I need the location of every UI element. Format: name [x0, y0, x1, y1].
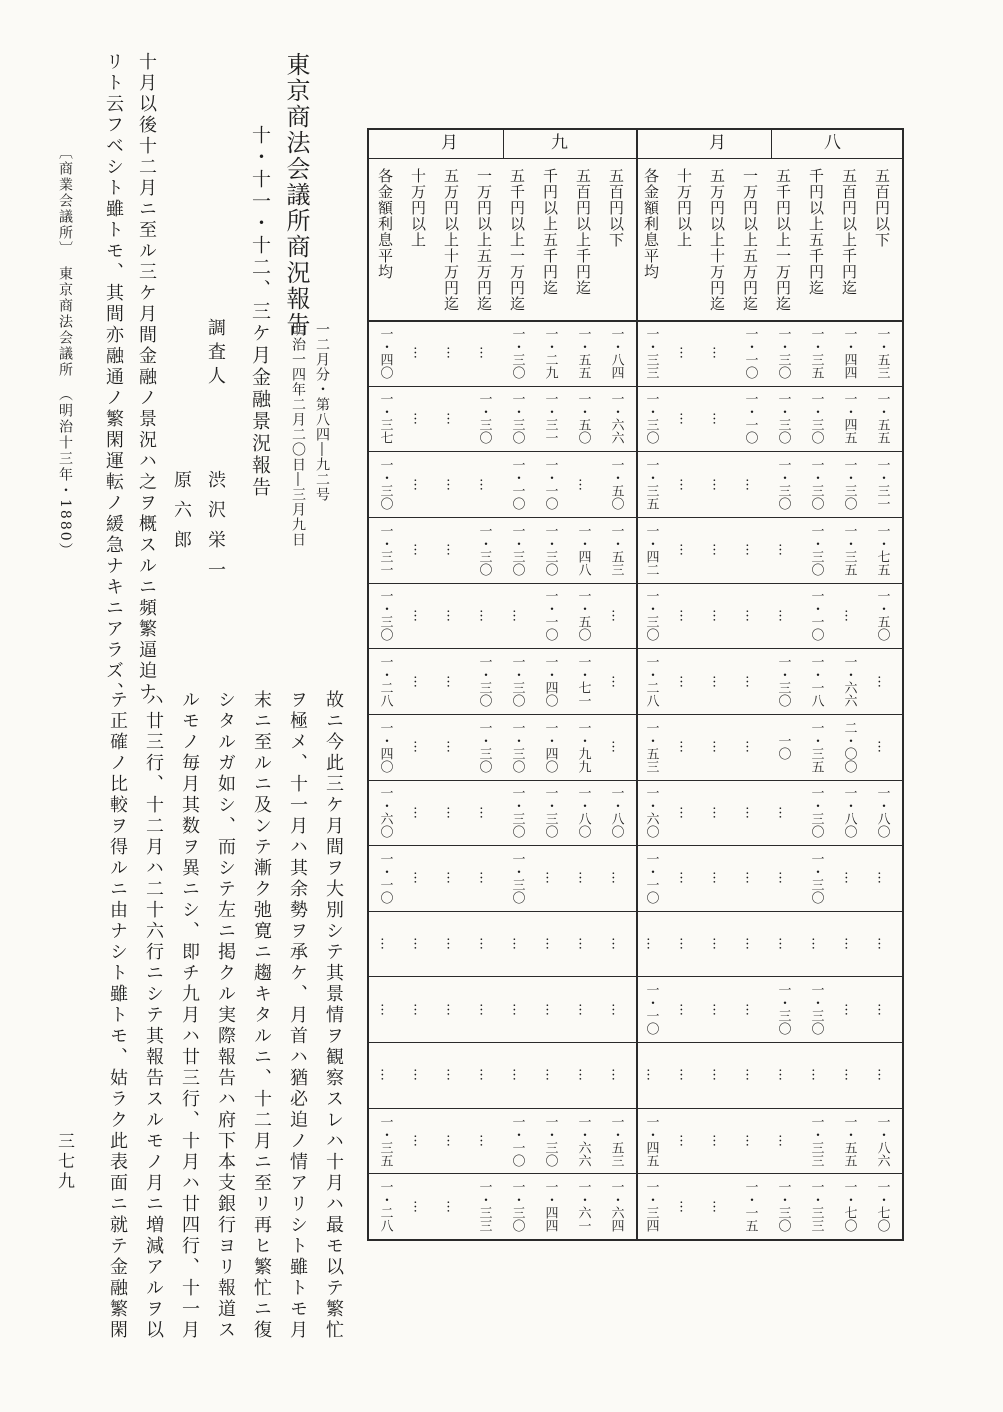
rate-cell: …: [476, 805, 492, 819]
rate-cell: …: [542, 937, 558, 951]
row-label: 五万円以上十万円迄: [442, 168, 460, 312]
row-divider: [369, 1108, 902, 1109]
rate-cell: 一・四四: [542, 1180, 558, 1233]
rate-cell: …: [377, 1002, 393, 1016]
rate-cell: …: [775, 608, 791, 622]
investigator-name-1: 渋沢栄一: [205, 470, 226, 590]
rate-cell: …: [709, 1002, 725, 1016]
rate-cell: …: [575, 477, 591, 491]
rate-cell: …: [709, 1134, 725, 1148]
rate-cell: 一・五三: [608, 1114, 624, 1167]
rate-cell: …: [775, 1134, 791, 1148]
rate-cell: 一・七〇: [874, 1180, 890, 1233]
rate-cell: …: [410, 674, 426, 688]
rate-cell: 一・三〇: [775, 655, 791, 708]
intro-text-line: リト云フベシト雖トモ、其間亦融通ノ繁閑運転ノ緩急ナキニアラズ、: [103, 52, 124, 703]
rate-cell: …: [476, 346, 492, 360]
rate-cell: 一・六六: [575, 1114, 591, 1167]
rate-cell: …: [443, 937, 459, 951]
row-divider: [369, 1042, 902, 1043]
rate-cell: …: [377, 937, 393, 951]
rate-cell: 一・四四: [841, 326, 857, 379]
row-label: 一万円以上五万円迄: [475, 168, 493, 312]
month-section-divider: [636, 130, 638, 1239]
rate-cell: …: [443, 1002, 459, 1016]
rate-cell: …: [476, 871, 492, 885]
rate-cell: …: [443, 740, 459, 754]
rate-cell: 一・三〇: [476, 655, 492, 708]
rate-cell: 一・四八: [575, 523, 591, 576]
row-divider: [369, 714, 902, 715]
rate-cell: …: [874, 871, 890, 885]
rate-cell: …: [410, 346, 426, 360]
row-divider: [369, 976, 902, 977]
rate-cell: …: [676, 346, 692, 360]
month-char: 月: [441, 133, 458, 153]
row-label: 五万円以上十万円迄: [708, 168, 726, 312]
rate-cell: …: [676, 1199, 692, 1213]
rate-cell: 一・七〇: [841, 1180, 857, 1233]
rate-cell: 一・三〇: [509, 326, 525, 379]
rate-cell: …: [575, 1068, 591, 1082]
page-number: 三七九: [54, 1132, 74, 1192]
rate-cell: 一・三〇: [775, 983, 791, 1036]
rate-cell: 一・五五: [841, 1114, 857, 1167]
rate-cell: …: [742, 477, 758, 491]
rate-cell: …: [874, 937, 890, 951]
rate-cell: 一・三七: [377, 392, 393, 445]
main-text-line: テ正確ノ比較ヲ得ルニ由ナシト雖トモ、姑ラク此表面ニ就テ金融繁閑: [107, 690, 128, 1341]
rate-cell: 一・三〇: [377, 458, 393, 511]
row-label: 五百円以下: [607, 168, 625, 248]
row-label: 十万円以上: [409, 168, 427, 248]
rate-cell: …: [410, 805, 426, 819]
rate-cell: …: [775, 1068, 791, 1082]
rate-cell: …: [841, 1002, 857, 1016]
rate-cell: …: [676, 740, 692, 754]
rate-cell: 一・七五: [874, 523, 890, 576]
rate-cell: …: [676, 805, 692, 819]
source-citation: 〔商業会議所〕 東京商法会議所 （明治十三年・1880）: [57, 145, 73, 559]
main-text-line: 末ニ至ルニ及ンテ漸ク弛寛ニ趨キタルニ、十二月ニ至リ再ヒ繁忙ニ復: [251, 690, 272, 1341]
rate-cell: …: [709, 608, 725, 622]
rate-cell: …: [476, 937, 492, 951]
rate-cell: 一・三〇: [808, 458, 824, 511]
reference-date: 明治一四年二月二〇日―三月九日: [290, 322, 306, 547]
row-label: 五千円以上一万円迄: [508, 168, 526, 312]
rate-cell: …: [709, 1199, 725, 1213]
rate-cell: 一・三五: [377, 1114, 393, 1167]
rate-cell: …: [608, 740, 624, 754]
row-divider: [369, 1173, 902, 1174]
rate-cell: …: [509, 937, 525, 951]
rate-cell: …: [709, 805, 725, 819]
rate-cell: …: [542, 1068, 558, 1082]
rate-cell: 一・三一: [542, 392, 558, 445]
rate-cell: 一・三三: [476, 1180, 492, 1233]
rate-cell: …: [841, 871, 857, 885]
rate-cell: 一・四五: [841, 392, 857, 445]
rate-cell: 一・五三: [874, 326, 890, 379]
rate-cell: 一・五五: [874, 392, 890, 445]
rate-cell: 一・三〇: [542, 786, 558, 839]
rate-cell: …: [841, 608, 857, 622]
rate-cell: 一・一八: [808, 655, 824, 708]
rate-cell: 一・三〇: [775, 458, 791, 511]
rate-cell: 一・五三: [643, 720, 659, 773]
rate-cell: 一・三〇: [775, 1180, 791, 1233]
rate-cell: …: [509, 1068, 525, 1082]
rate-cell: …: [775, 937, 791, 951]
rate-cell: …: [808, 1068, 824, 1082]
rate-cell: …: [676, 937, 692, 951]
rate-cell: …: [443, 346, 459, 360]
rate-cell: 一・三〇: [775, 326, 791, 379]
rate-cell: …: [742, 608, 758, 622]
interest-rate-table: [367, 128, 904, 1241]
rate-cell: …: [676, 543, 692, 557]
rate-cell: …: [709, 346, 725, 360]
rate-cell: 一・一〇: [542, 458, 558, 511]
rate-cell: 一・三四: [643, 1180, 659, 1233]
report-title: 東京商法会議所商況報告: [282, 52, 310, 338]
rate-cell: …: [841, 937, 857, 951]
rate-cell: 一・一〇: [742, 326, 758, 379]
rate-cell: 一・四〇: [542, 655, 558, 708]
rate-cell: …: [709, 871, 725, 885]
rate-cell: 一・一五: [742, 1180, 758, 1233]
rate-cell: 一・三〇: [476, 392, 492, 445]
row-divider: [369, 583, 902, 584]
rate-cell: 一・三五: [808, 326, 824, 379]
rate-cell: …: [476, 1068, 492, 1082]
main-text-line: ルモノ毎月其数ヲ異ニシ、即チ九月ハ廿三行、十月ハ廿四行、十一月: [179, 690, 200, 1341]
rate-cell: 一・三〇: [808, 851, 824, 904]
rate-cell: 一・三〇: [377, 589, 393, 642]
rate-cell: …: [709, 477, 725, 491]
rate-cell: …: [676, 477, 692, 491]
rate-cell: …: [410, 1199, 426, 1213]
rate-cell: …: [410, 1134, 426, 1148]
rate-cell: 一・六〇: [643, 786, 659, 839]
rate-cell: …: [709, 937, 725, 951]
rate-cell: 一・二八: [377, 655, 393, 708]
rate-cell: …: [742, 937, 758, 951]
rate-cell: 一・一〇: [377, 851, 393, 904]
main-text-line: 故ニ今此三ケ月間ヲ大別シテ其景情ヲ観察スレハ十月ハ最モ以テ繁忙: [323, 690, 344, 1341]
rate-cell: …: [410, 740, 426, 754]
row-label: 各金額利息平均: [642, 168, 660, 280]
row-label: 一万円以上五万円迄: [741, 168, 759, 312]
rate-cell: …: [676, 1068, 692, 1082]
rate-cell: …: [676, 871, 692, 885]
main-text-line: ハ廿三行、十二月ハ二十六行ニシテ其報告スルモノ月ニ増減アルヲ以: [143, 690, 164, 1341]
rate-cell: 一・八六: [874, 1114, 890, 1167]
rate-cell: …: [443, 1068, 459, 1082]
rate-cell: 一・八四: [608, 326, 624, 379]
rate-cell: 一・二八: [377, 1180, 393, 1233]
rate-cell: 一・三〇: [808, 523, 824, 576]
row-label: 五千円以上一万円迄: [774, 168, 792, 312]
row-divider: [369, 911, 902, 912]
rate-cell: 一・三三: [808, 1114, 824, 1167]
rate-cell: …: [742, 1068, 758, 1082]
rate-cell: …: [676, 411, 692, 425]
rate-cell: 一・五三: [608, 523, 624, 576]
row-label: 五百円以下: [873, 168, 891, 248]
rate-cell: 一・三〇: [509, 786, 525, 839]
rate-cell: 一・一〇: [509, 1114, 525, 1167]
rate-cell: 一・四〇: [542, 720, 558, 773]
row-label: 五百円以上千円迄: [840, 168, 858, 296]
rate-cell: 一・五五: [575, 326, 591, 379]
rate-cell: 一・六一: [575, 1180, 591, 1233]
rate-cell: 一・八〇: [608, 786, 624, 839]
rate-cell: …: [410, 871, 426, 885]
rate-cell: 一・三〇: [643, 392, 659, 445]
row-label: 各金額利息平均: [376, 168, 394, 280]
rate-cell: …: [742, 740, 758, 754]
rate-cell: …: [676, 1134, 692, 1148]
row-divider: [369, 845, 902, 846]
rate-cell: 一・三〇: [509, 523, 525, 576]
rate-cell: …: [742, 871, 758, 885]
rate-cell: …: [676, 1002, 692, 1016]
rate-cell: …: [643, 1068, 659, 1082]
rate-cell: …: [575, 937, 591, 951]
rate-cell: …: [608, 871, 624, 885]
rate-cell: …: [709, 740, 725, 754]
rate-cell: 一・三〇: [775, 392, 791, 445]
intro-text-line: 十月以後十二月ニ至ル三ケ月間金融ノ景況ハ之ヲ概スルニ頻繁逼迫ナ: [136, 52, 157, 703]
rate-cell: 一・六六: [608, 392, 624, 445]
rate-cell: …: [443, 1134, 459, 1148]
rate-cell: 一・一〇: [542, 589, 558, 642]
rate-cell: 一・一〇: [643, 983, 659, 1036]
rate-cell: …: [608, 674, 624, 688]
rate-cell: 一・二八: [643, 655, 659, 708]
rate-cell: …: [742, 1002, 758, 1016]
rate-cell: 一・一〇: [643, 851, 659, 904]
rate-cell: 一・三〇: [509, 1180, 525, 1233]
rate-cell: 一・七一: [575, 655, 591, 708]
rate-cell: …: [443, 805, 459, 819]
rate-cell: …: [874, 1002, 890, 1016]
rate-cell: 一・三一: [377, 523, 393, 576]
rate-cell: …: [742, 543, 758, 557]
month-char: 九: [551, 133, 568, 153]
rate-cell: …: [410, 1002, 426, 1016]
rate-cell: …: [608, 608, 624, 622]
rate-cell: …: [709, 1068, 725, 1082]
report-subtitle: 十・十一・十二、三ケ月金融景況報告: [249, 125, 271, 499]
rate-cell: …: [709, 543, 725, 557]
rate-cell: 一・五〇: [575, 589, 591, 642]
rate-cell: …: [742, 805, 758, 819]
rate-cell: 一・三〇: [643, 589, 659, 642]
rate-cell: 一・一〇: [808, 589, 824, 642]
rate-cell: …: [443, 411, 459, 425]
rate-cell: …: [874, 674, 890, 688]
rate-cell: 一・八〇: [841, 786, 857, 839]
rate-cell: …: [443, 608, 459, 622]
rate-cell: 一〇: [775, 733, 791, 760]
rate-cell: 一・五〇: [608, 458, 624, 511]
row-label: 千円以上五千円迄: [541, 168, 559, 296]
rate-cell: …: [443, 477, 459, 491]
rate-cell: …: [410, 477, 426, 491]
rate-cell: 一・五〇: [575, 392, 591, 445]
rate-cell: …: [608, 1068, 624, 1082]
rate-cell: …: [742, 1134, 758, 1148]
rate-cell: 一・一〇: [742, 392, 758, 445]
rate-cell: …: [643, 937, 659, 951]
rate-cell: 一・四五: [643, 1114, 659, 1167]
rate-cell: 二・〇〇: [841, 720, 857, 773]
rate-cell: …: [874, 1068, 890, 1082]
rate-cell: …: [608, 937, 624, 951]
rate-cell: …: [841, 1068, 857, 1082]
rate-cell: …: [377, 1068, 393, 1082]
rate-cell: …: [443, 543, 459, 557]
row-divider: [369, 386, 902, 387]
rate-cell: …: [542, 871, 558, 885]
rate-cell: 一・三三: [643, 326, 659, 379]
rate-cell: …: [476, 608, 492, 622]
rate-cell: …: [676, 674, 692, 688]
rate-cell: …: [443, 871, 459, 885]
month-char: 月: [709, 133, 726, 153]
rate-cell: …: [575, 1002, 591, 1016]
rate-cell: …: [509, 1002, 525, 1016]
rate-cell: 一・六〇: [377, 786, 393, 839]
rate-cell: 一・三〇: [808, 786, 824, 839]
rate-cell: 一・三〇: [509, 720, 525, 773]
rate-cell: 一・二九: [542, 326, 558, 379]
rate-cell: …: [476, 1134, 492, 1148]
rate-cell: 一・三〇: [841, 458, 857, 511]
rate-cell: …: [709, 411, 725, 425]
investigator-name-2: 原六郎: [171, 470, 192, 560]
rate-cell: 一・四〇: [377, 720, 393, 773]
rate-cell: …: [608, 1002, 624, 1016]
rate-cell: 一・三五: [841, 523, 857, 576]
rate-cell: …: [443, 1199, 459, 1213]
rate-cell: …: [509, 608, 525, 622]
header-tick: [503, 130, 504, 158]
rate-cell: 一・八〇: [874, 786, 890, 839]
main-text-line: シタルガ如シ、而シテ左ニ掲クル実際報告ハ府下本支銀行ヨリ報道ス: [215, 690, 236, 1341]
rate-cell: …: [709, 674, 725, 688]
rate-cell: 一・三〇: [476, 720, 492, 773]
row-divider: [369, 648, 902, 649]
rate-cell: …: [410, 543, 426, 557]
rate-cell: 一・三〇: [542, 1114, 558, 1167]
rate-cell: …: [775, 543, 791, 557]
rate-cell: …: [775, 805, 791, 819]
rate-cell: 一・三五: [808, 720, 824, 773]
rate-cell: …: [410, 1068, 426, 1082]
rate-cell: 一・三一: [874, 458, 890, 511]
rate-cell: …: [676, 608, 692, 622]
rate-cell: …: [476, 1002, 492, 1016]
rate-cell: …: [410, 937, 426, 951]
rate-cell: 一・三〇: [542, 523, 558, 576]
rate-cell: 一・六四: [608, 1180, 624, 1233]
rate-cell: 一・三三: [808, 1180, 824, 1233]
rate-cell: 一・三〇: [509, 655, 525, 708]
row-label: 十万円以上: [675, 168, 693, 248]
rate-cell: 一・一〇: [509, 458, 525, 511]
rate-cell: 一・三〇: [509, 392, 525, 445]
rate-cell: 一・三〇: [476, 523, 492, 576]
rate-cell: …: [542, 1002, 558, 1016]
investigator-label: 調査人: [205, 318, 226, 390]
rate-cell: …: [808, 937, 824, 951]
rate-cell: 一・三〇: [808, 392, 824, 445]
header-tick: [771, 130, 772, 158]
rate-cell: 一・四〇: [377, 326, 393, 379]
row-label: 五百円以上千円迄: [574, 168, 592, 296]
rate-cell: 一・五〇: [874, 589, 890, 642]
rate-cell: …: [410, 411, 426, 425]
reference-number: 一二月分・第八四―九二号: [314, 322, 330, 502]
rate-cell: 一・三〇: [808, 983, 824, 1036]
rate-cell: …: [575, 871, 591, 885]
row-divider: [369, 517, 902, 518]
rate-cell: 一・三〇: [509, 851, 525, 904]
rate-cell: 一・三五: [643, 458, 659, 511]
row-divider: [369, 780, 902, 781]
rate-cell: 一・六六: [841, 655, 857, 708]
row-divider: [369, 451, 902, 452]
rate-cell: 一・八〇: [575, 786, 591, 839]
main-text-line: ヲ極メ、十一月ハ其余勢ヲ承ケ、月首ハ猶必迫ノ情アリシト雖トモ月: [287, 690, 308, 1341]
rate-cell: …: [476, 477, 492, 491]
rate-cell: 一・九九: [575, 720, 591, 773]
month-char: 八: [824, 133, 841, 153]
rate-cell: …: [443, 674, 459, 688]
rate-cell: …: [775, 871, 791, 885]
rate-cell: 一・四二: [643, 523, 659, 576]
rate-cell: …: [874, 740, 890, 754]
row-label: 千円以上五千円迄: [807, 168, 825, 296]
rate-cell: …: [742, 674, 758, 688]
rate-cell: …: [410, 608, 426, 622]
